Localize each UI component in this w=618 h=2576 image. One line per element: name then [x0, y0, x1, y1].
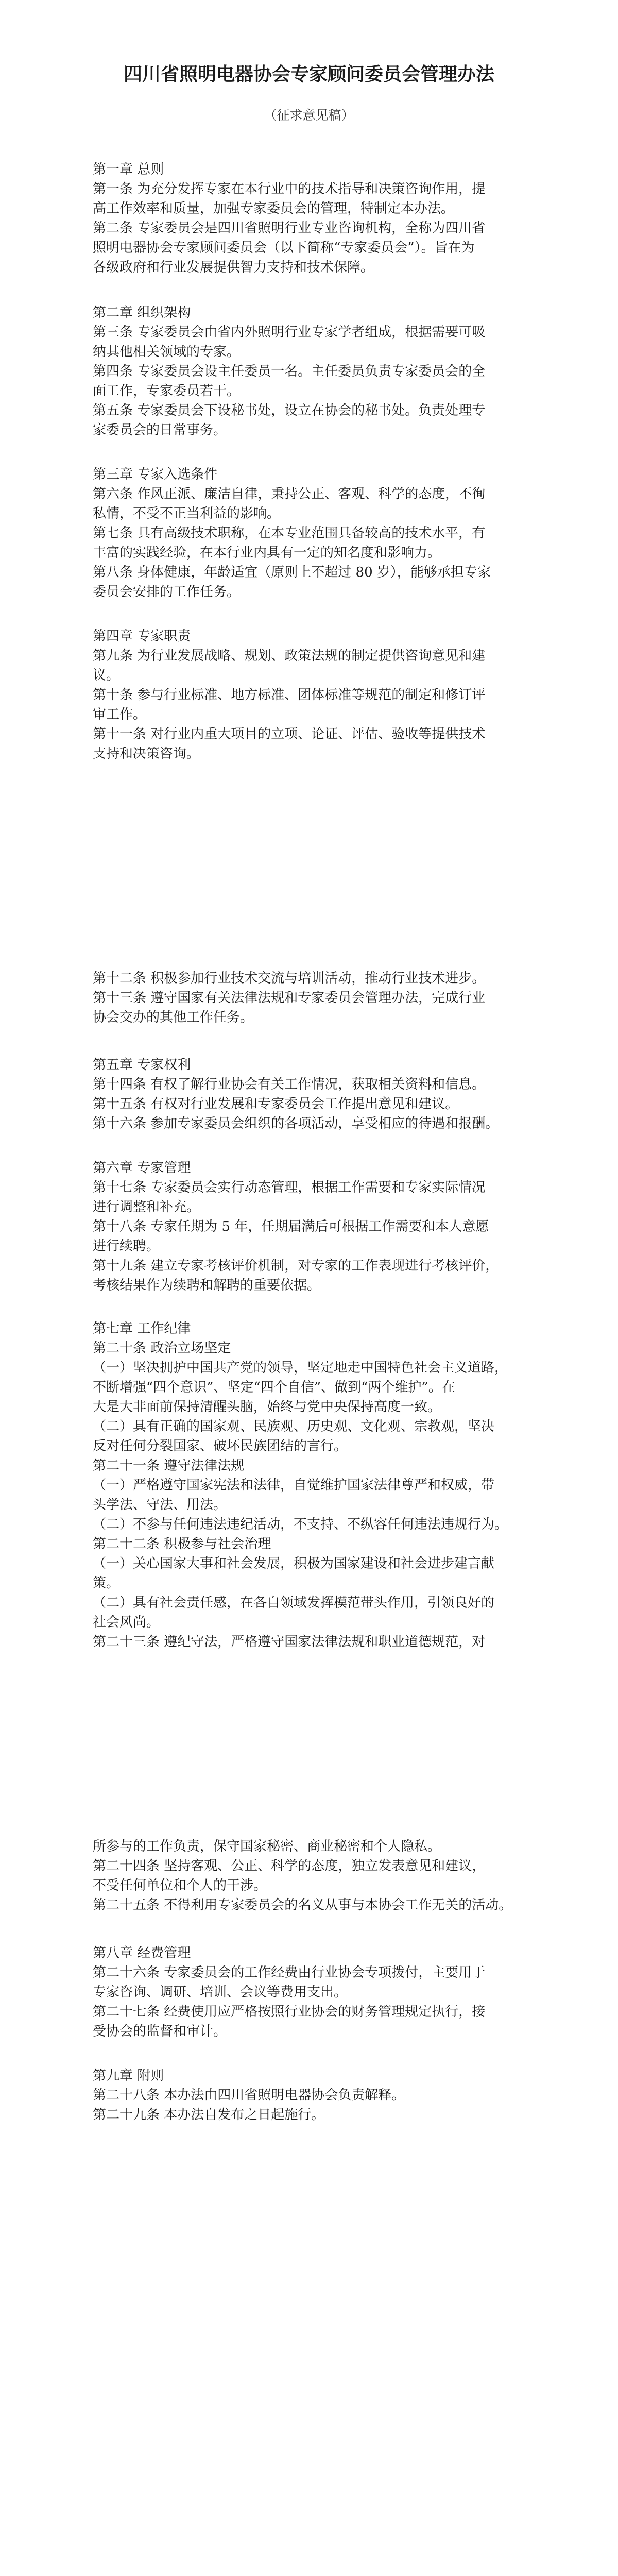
chapter-heading: 第三章 专家入选条件 — [93, 467, 218, 482]
text-line: 第二十九条 本办法自发布之日起施行。 — [93, 2107, 325, 2123]
text-line: 大是大非面前保持清醒头脑，始终与党中央保持高度一致。 — [93, 1399, 441, 1415]
text-line: 第七条 具有高级技术职称，在本专业范围具备较高的技术水平，有 — [93, 526, 486, 541]
text-line: 家委员会的日常事务。 — [93, 422, 227, 438]
chapter-6 — [93, 1158, 525, 1295]
text-line: 第二十六条 专家委员会的工作经费由行业协会专项拨付，主要用于 — [93, 1965, 486, 1980]
text-line: 社会风尚。 — [93, 1615, 160, 1630]
text-line: 第一条 为充分发挥专家在本行业中的技术指导和决策咨询作用，提 — [93, 181, 486, 197]
text-line: 照明电器协会专家顾问委员会（以下简称“专家委员会”）。旨在为 — [93, 240, 475, 256]
document-subtitle: （征求意见稿） — [264, 108, 354, 123]
text-line: 专家咨询、调研、培训、会议等费用支出。 — [93, 1985, 348, 2000]
text-line: 第六条 作风正派、廉洁自律，秉持公正、客观、科学的态度，不徇 — [93, 486, 486, 502]
chapter-heading: 第六章 专家管理 — [93, 1160, 191, 1176]
text-line: 进行续聘。 — [93, 1239, 160, 1254]
text-line: 第二十七条 经费使用应严格按照行业协会的财务管理规定执行，接 — [93, 2004, 486, 2020]
chapter-5 — [93, 1055, 525, 1133]
chapter-heading: 第八章 经费管理 — [93, 1945, 191, 1961]
text-line: 议。 — [93, 668, 120, 683]
chapter-heading: 第一章 总则 — [93, 162, 164, 177]
text-line: 第二十五条 不得利用专家委员会的名义从事与本协会工作无关的活动。 — [93, 1897, 512, 1913]
chapter-heading: 第四章 专家职责 — [93, 629, 191, 644]
text-line: 头学法、守法、用法。 — [93, 1497, 227, 1513]
text-line: 面工作，专家委员若干。 — [93, 383, 241, 399]
chapter-1 — [93, 160, 525, 277]
chapter-4-continued — [93, 969, 525, 1027]
text-line: （二）具有正确的国家观、民族观、历史观、文化观、宗教观，坚决 — [93, 1419, 495, 1434]
text-line: 不断增强“四个意识”、坚定“四个自信”、做到“两个维护”。在 — [93, 1380, 455, 1395]
chapter-heading: 第二章 组织架构 — [93, 305, 191, 320]
text-line: 支持和决策咨询。 — [93, 746, 200, 761]
text-line: 受协会的监督和审计。 — [93, 2024, 227, 2039]
text-line: 高工作效率和质量，加强专家委员会的管理，特制定本办法。 — [93, 201, 455, 216]
text-line: 不受任何单位和个人的干涉。 — [93, 1878, 267, 1893]
text-line: 第十六条 参加专家委员会组织的各项活动，享受相应的待遇和报酬。 — [93, 1116, 499, 1131]
chapter-heading: 第七章 工作纪律 — [93, 1321, 191, 1336]
text-line: 第十九条 建立专家考核评价机制，对专家的工作表现进行考核评价， — [93, 1258, 499, 1274]
text-line: 第十四条 有权了解行业协会有关工作情况，获取相关资料和信息。 — [93, 1077, 486, 1092]
text-line: 第十条 参与行业标准、地方标准、团体标准等规范的制定和修订评 — [93, 687, 486, 703]
text-line: 所参与的工作负责，保守国家秘密、商业秘密和个人隐私。 — [93, 1839, 441, 1854]
text-line: 进行调整和补充。 — [93, 1199, 200, 1215]
chapter-9 — [93, 2066, 525, 2125]
text-line: 考核结果作为续聘和解聘的重要依据。 — [93, 1278, 321, 1293]
text-line: 第二十八条 本办法由四川省照明电器协会负责解释。 — [93, 2088, 405, 2103]
chapter-4 — [93, 626, 525, 764]
text-line: 第十八条 专家任期为 5 年，任期届满后可根据工作需要和本人意愿 — [93, 1219, 489, 1234]
text-line: 第二条 专家委员会是四川省照明行业专业咨询机构，全称为四川省 — [93, 221, 486, 236]
text-line: 第二十二条 积极参与社会治理 — [93, 1536, 271, 1552]
text-line: （一）关心国家大事和社会发展，积极为国家建设和社会进步建言献 — [93, 1556, 495, 1571]
chapter-heading: 第五章 专家权利 — [93, 1057, 191, 1073]
chapter-7 — [93, 1319, 525, 1652]
text-line: 第二十三条 遵纪守法，严格遵守国家法律法规和职业道德规范，对 — [93, 1634, 486, 1650]
text-line: 第八条 身体健康，年龄适宜（原则上不超过 80 岁），能够承担专家 — [93, 565, 491, 580]
chapter-8 — [93, 1943, 525, 2041]
text-line: 第二十条 政治立场坚定 — [93, 1341, 231, 1356]
chapter-7-continued — [93, 1837, 525, 1915]
chapter-3 — [93, 465, 525, 602]
text-line: 第二十一条 遵守法律法规 — [93, 1458, 245, 1473]
text-line: （二）不参与任何违法违纪活动，不支持、不纵容任何违法违规行为。 — [93, 1517, 508, 1532]
text-line: 第十一条 对行业内重大项目的立项、论证、评估、验收等提供技术 — [93, 726, 486, 742]
text-line: 策。 — [93, 1575, 120, 1591]
text-line: 协会交办的其他工作任务。 — [93, 1010, 254, 1025]
text-line: （一）坚决拥护中国共产党的领导，坚定地走中国特色社会主义道路， — [93, 1360, 508, 1376]
text-line: 第二十四条 坚持客观、公正、科学的态度，独立发表意见和建议， — [93, 1858, 486, 1874]
text-line: 各级政府和行业发展提供智力支持和技术保障。 — [93, 260, 374, 275]
text-line: 第十二条 积极参加行业技术交流与培训活动，推动行业技术进步。 — [93, 971, 486, 986]
text-line: 审工作。 — [93, 707, 147, 722]
text-line: 委员会安排的工作任务。 — [93, 584, 241, 600]
text-line: 第十七条 专家委员会实行动态管理，根据工作需要和专家实际情况 — [93, 1180, 486, 1195]
document-title: 四川省照明电器协会专家顾问委员会管理办法 — [123, 64, 494, 85]
text-line: 纳其他相关领域的专家。 — [93, 344, 241, 360]
text-line: 第五条 专家委员会下设秘书处，设立在协会的秘书处。负责处理专 — [93, 403, 486, 418]
text-line: 反对任何分裂国家、破坏民族团结的言行。 — [93, 1438, 348, 1454]
text-line: 第四条 专家委员会设主任委员一名。主任委员负责专家委员会的全 — [93, 364, 486, 379]
text-line: 第十三条 遵守国家有关法律法规和专家委员会管理办法，完成行业 — [93, 990, 486, 1006]
text-line: 第十五条 有权对行业发展和专家委员会工作提出意见和建议。 — [93, 1096, 459, 1112]
text-line: （一）严格遵守国家宪法和法律，自觉维护国家法律尊严和权威，带 — [93, 1478, 495, 1493]
text-line: 第三条 专家委员会由省内外照明行业专家学者组成，根据需要可吸 — [93, 325, 486, 340]
text-line: 私情，不受不正当利益的影响。 — [93, 506, 281, 521]
chapter-heading: 第九章 附则 — [93, 2068, 164, 2083]
text-line: （二）具有社会责任感，在各自领域发挥模范带头作用，引领良好的 — [93, 1595, 495, 1611]
text-line: 第九条 为行业发展战略、规划、政策法规的制定提供咨询意见和建 — [93, 648, 486, 664]
text-line: 丰富的实践经验，在本行业内具有一定的知名度和影响力。 — [93, 545, 441, 561]
chapter-2 — [93, 303, 525, 440]
